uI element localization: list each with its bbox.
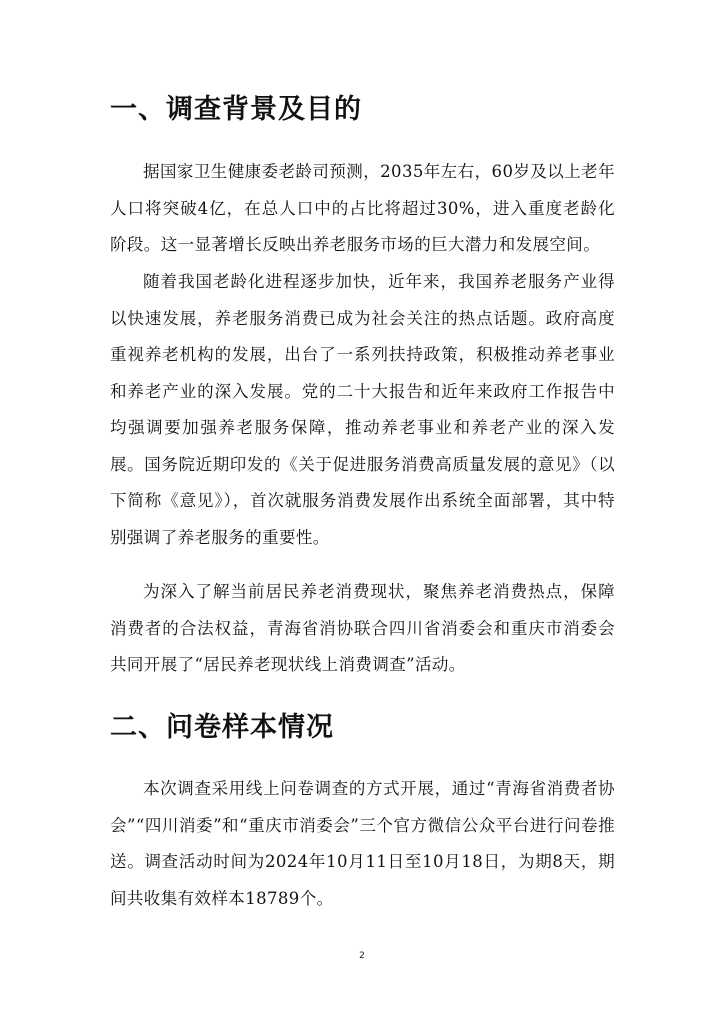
paragraph-elderly-care-industry: 随着我国老龄化进程逐步加快，近年来，我国养老服务产业得以快速发展，养老服务消费已成为社会关注的热点话题。政府高度重视养老机构的发展，出台了一系列扶持政策，积极推动养老事业和养老产业的深入发展。党的二十大报告和近年来政府工作报告中均强调要加强养老服务保障，推动养老事业和养老产业的深入发展。国务院近期印发的《关于促进服务消费高质量发展的意见》（以下简称《意见》），首次就服务消费发展作出系统全面部署，其中特别强调了养老服务的重要性。 (110, 272, 615, 547)
section-heading-sample-overview: 二、问卷样本情况 (110, 712, 334, 743)
paragraph-survey-method: 本次调查采用线上问卷调查的方式开展，通过“青海省消费者协会”“四川消委”和“重庆市消委会”三个官方微信公众平台进行问卷推送。调查活动时间为2024年10月11日至10月18日，为期8天，期间共收集有效样本18789个。 (110, 779, 615, 908)
paragraph-survey-purpose: 为深入了解当前居民养老消费现状，聚焦养老消费热点，保障消费者的合法权益，青海省消协联合四川省消委会和重庆市消委会共同开展了“居民养老现状线上消费调查”活动。 (110, 582, 615, 674)
paragraph-aging-forecast: 据国家卫生健康委老龄司预测，2035年左右，60岁及以上老年人口将突破4亿，在总人口中的占比将超过30%，进入重度老龄化阶段。这一显著增长反映出养老服务市场的巨大潜力和发展空间。 (110, 162, 615, 254)
page-number: 2 (359, 951, 365, 961)
section-heading-background-purpose: 一、调查背景及目的 (110, 94, 362, 125)
